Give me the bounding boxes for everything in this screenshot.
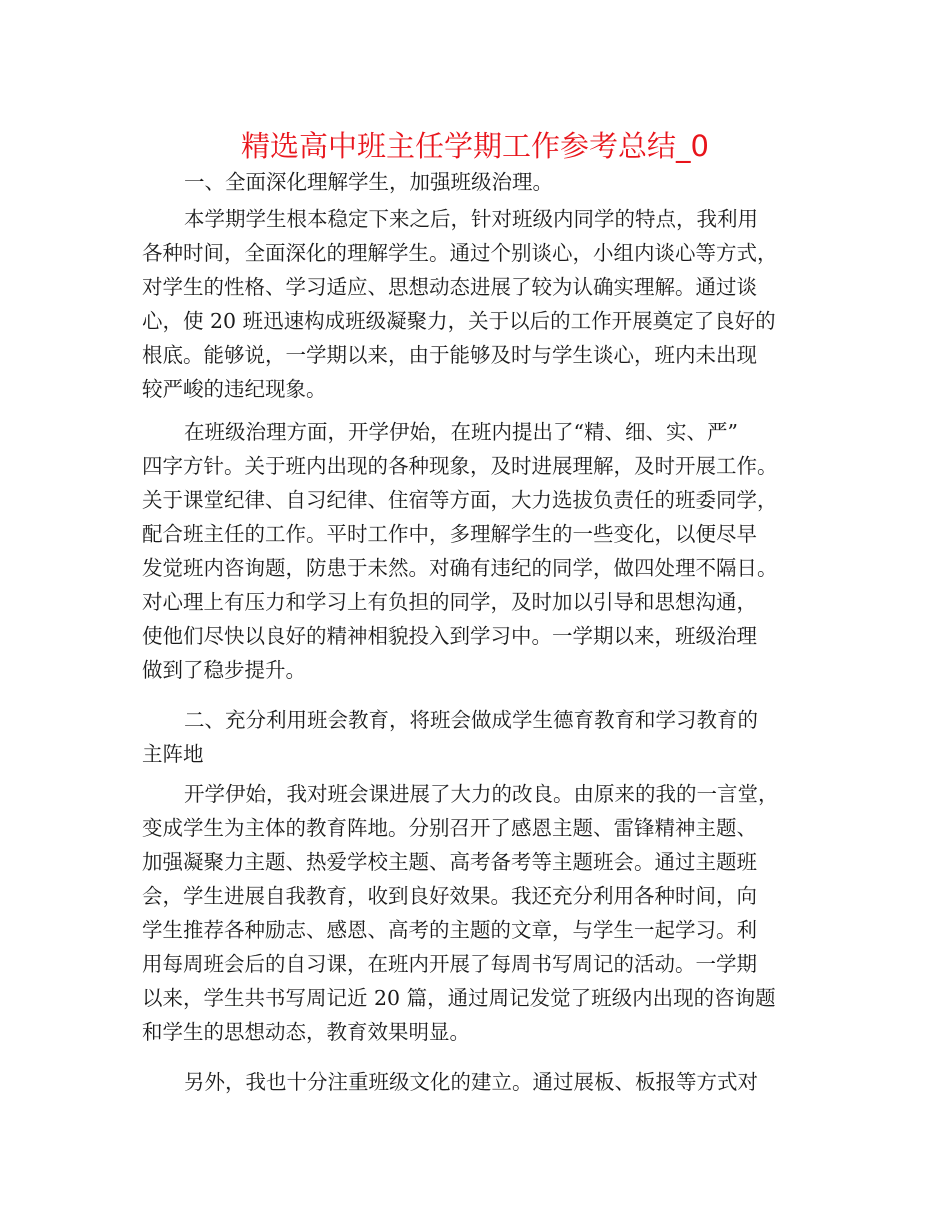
paragraph-line: 四字方针。关于班内出现的各种现象，及时进展理解，及时开展工作。 — [142, 454, 778, 478]
paragraph-line: 学生推荐各种励志、感恩、高考的主题的文章，与学生一起学习。利 — [142, 918, 757, 942]
paragraph-line: 对学生的性格、学习适应、思想动态进展了较为认确实理解。通过谈 — [142, 275, 757, 299]
paragraph-line: 以来，学生共书写周记近 20 篇，通过周记发觉了班级内出现的咨询题 — [142, 986, 776, 1010]
paragraph-line: 各种时间，全面深化的理解学生。通过个别谈心，小组内谈心等方式， — [142, 241, 778, 265]
paragraph-line: 变成学生为主体的教育阵地。分别召开了感恩主题、雷锋精神主题、 — [142, 816, 757, 840]
section-heading-1: 一、全面深化理解学生，加强班级治理。 — [184, 170, 553, 194]
paragraph-line: 发觉班内咨询题，防患于未然。对确有违纪的同学，做四处理不隔日。 — [142, 556, 778, 580]
paragraph-line: 本学期学生根本稳定下来之后，针对班级内同学的特点，我利用 — [184, 207, 758, 231]
paragraph-line: 配合班主任的工作。平时工作中，多理解学生的一些变化，以便尽早 — [142, 522, 757, 546]
paragraph-line: 加强凝聚力主题、热爱学校主题、高考备考等主题班会。通过主题班 — [142, 850, 757, 874]
paragraph-line: 另外，我也十分注重班级文化的建立。通过展板、板报等方式对 — [184, 1070, 758, 1094]
paragraph-line: 关于课堂纪律、自习纪律、住宿等方面，大力选拔负责任的班委同学， — [142, 488, 778, 512]
paragraph-line: 在班级治理方面，开学伊始，在班内提出了“精、细、实、严” — [184, 420, 738, 444]
section-heading-2-cont: 主阵地 — [142, 742, 204, 766]
paragraph-line: 使他们尽快以良好的精神相貌投入到学习中。一学期以来，班级治理 — [142, 624, 757, 648]
paragraph-line: 用每周班会后的自习课，在班内开展了每周书写周记的活动。一学期 — [142, 952, 757, 976]
section-heading-2: 二、充分利用班会教育，将班会做成学生德育教育和学习教育的 — [184, 708, 758, 732]
paragraph-line: 做到了稳步提升。 — [142, 658, 306, 682]
document-title: 精选高中班主任学期工作参考总结_0 — [241, 129, 709, 163]
paragraph-line: 心，使 20 班迅速构成班级凝聚力，关于以后的工作开展奠定了良好的 — [142, 309, 776, 333]
paragraph-line: 会，学生进展自我教育，收到良好效果。我还充分利用各种时间，向 — [142, 884, 757, 908]
paragraph-line: 较严峻的违纪现象。 — [142, 377, 327, 401]
paragraph-line: 对心理上有压力和学习上有负担的同学，及时加以引导和思想沟通， — [142, 590, 757, 614]
paragraph-line: 和学生的思想动态，教育效果明显。 — [142, 1020, 470, 1044]
paragraph-line: 开学伊始，我对班会课进展了大力的改良。由原来的我的一言堂， — [184, 782, 779, 806]
paragraph-line: 根底。能够说，一学期以来，由于能够及时与学生谈心，班内未出现 — [142, 343, 757, 367]
